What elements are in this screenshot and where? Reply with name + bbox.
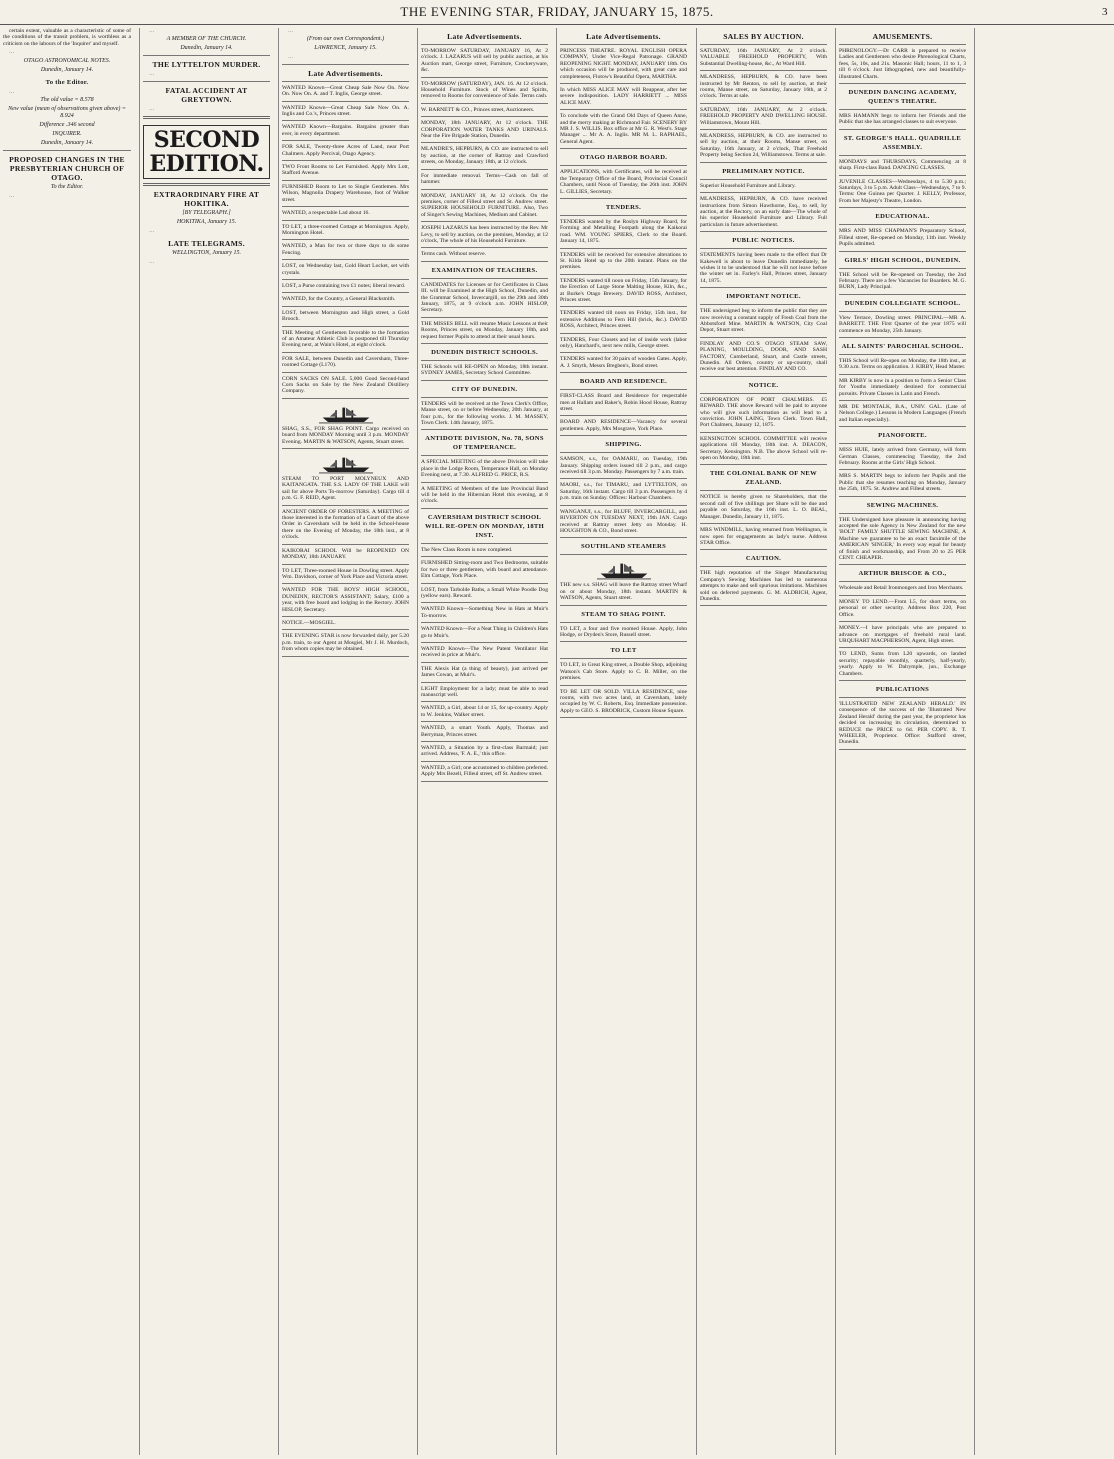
advertisement: MR DE MONTALK, B.A., UNIV. GAL. (Late of Nelson College.) Lessons in Modern Languages (French and Italian especially). [839,403,966,423]
advertisement: MRS AND MISS CHAPMAN'S Preparatory School, Filleul street, Re-opened on Monday, 11th inst. Weekly Pupils admitted. [839,228,966,248]
advertisement: TENDERS wanted till noon on Friday, 15th inst., for extensive Additions to Fern Hill (brick, &c.). DAVID ROSS, Architect, Princes street. [560,310,687,330]
section-heading: ARTHUR BRISCOE & CO., [858,570,947,578]
section-heading: PUBLIC NOTICES. [732,237,795,245]
advertisement: TO BE LET OR SOLD. VILLA RESIDENCE, nine rooms, with two acres land, at Caversham, lately occupied by W. C. Roberts, Esq. Immediate possession. Apply to GEO. S. BRODRICK, Custom House Square. [560,688,687,714]
advertisement: WANTED Known—Bargains. Bargains greater than ever, in every department. [282,124,409,137]
column-4 [417,28,551,1455]
advertisement: WANTED, a smart Youth. Apply, Thomas and Berryman, Princes street. [421,725,548,738]
advertisement: WANTED Known—For a Neat Thing in Children's Hats go to Muir's. [421,626,548,639]
section-heading: STEAM TO SHAG POINT. [581,610,666,618]
advertisement: View Terrace, Dowling street. PRINCIPAL—MR A. BARRETT. THE First Quarter of the year 1875 will commence on Monday, 25th January. [839,314,966,334]
advertisement: WANTED, a Girl; one accustomed to children preferred. Apply Mrs Bezell, Filleul street, off St. Andrew street. [421,764,548,778]
advertisement: LIGHT Employment for a lady; must be able to read manuscript well. [421,685,548,698]
advertisement: TENDERS will be received at the Town Clerk's Office, Manse street, on or before Wednesday, 20th January, at four p.m., for the following works. J. M. MASSEY, Town Clerk. 14th January, 1875. [421,400,548,427]
advertisement: THE Undersigned have pleasure in announcing having accepted the sole Agency in New Zealand for the new 'BOLT' FAMILY SHUTTLE SEWING MACHINE, A Machine we guarantee to be an exact facsimile of the AMERICAN 'SINGER,' In every way equal for beauty of finish and workmanship, and From 20 to 25 PER CENT. CHEAPER. [839,516,966,562]
advertisement: MLANDRESS, HEPBURN, & CO. are instructed to sell by auction, at their Rooms, Manse street, on Saturday, 16th January, at 2 o'clock, That Freehold Property being Section 24, Williamstown. Terms at sale. [700,133,827,159]
advertisement: WANTED, a respectable Lad about 16. [282,210,370,217]
section-heading: IMPORTANT NOTICE. [726,293,801,301]
advertisement: MRS HAMANN begs to inform her Friends and the Public that she has arranged classes to suit everyone. [839,113,966,126]
signoff: Dunedin, January 14. [180,45,233,52]
advertisement: WANTED, a Girl, about 14 or 15, for up-country. Apply to W. Jenkins, Walker street. [421,705,548,718]
advertisement: TO LET, in Great King street, a Double Shop, adjoining Watson's Cab Store. Apply to C. B. Miller, on the premises. [560,662,687,682]
signoff: Dunedin, January 14. [40,66,94,73]
advertisement: MLANDRESS, HEPBURN, & CO. have received instructions from Simon Hawthorne, Esq., to sell, by auction, at the Rectory, on an early date—The whole of his superior Household Furniture and Library. Full particulars in future advertisement. [700,196,827,228]
ship-engraving-icon [319,402,373,424]
section-heading: NOTICE. [748,381,779,389]
advertisement: Terms cash. Without reserve. [421,251,486,258]
section-heading: OTAGO HARBOR BOARD. [579,154,668,162]
advertisement: For immediate removal. Terms—Cash on fall of hammer. [421,172,548,186]
advertisement-list [560,48,687,718]
article-body-text: … [149,28,155,34]
advertisement: MLANDRESS, HEPBURN, & CO. have been instructed by Mr Renton, to sell by auction, at their rooms, Manse street, on Saturday, January 16th, at 2 o'clock. Terms at sale. [700,74,827,100]
advertisement-list [700,48,827,606]
signoff: A MEMBER OF THE CHURCH. [166,36,247,43]
advertisement: WANTED Known—Great Cheap Sale Now On. A. Inglis and Co.'s, Princes street. [282,104,409,118]
advertisement: TENDERS, Four Closets and lot of inside work (labor only), Hanchard's, next new mills, George street. [560,336,687,349]
dateline: WELLINGTON, January 15. [172,249,241,256]
advertisement: LOST, from Tarbolde Baths, a Small White Poodle Dog (yellow ears). Reward. [421,586,548,599]
advertisement: THE MISSES BELL will resume Music Lessons at their Rooms, Princes street, on Monday, January 18th, and request former Pupils to attend at their usual hours. [421,320,548,340]
section-heading: Late Advertisements. [586,32,661,41]
advertisement: THE Meeting of Gentlemen favorable to the formation of an Amateur Athletic Club is postponed till Thursday Evening next, at Wain's Hotel, at eight o'clock. [282,329,409,349]
section-heading: SEWING MACHINES. [866,501,939,509]
section-heading: EXTRAORDINARY FIRE AT HOKITIKA. [153,190,260,209]
ship-engraving-icon [319,452,373,474]
advertisement: TENDERS wanted by the Roslyn Highway Board, for Forming and Metalling Footpath along the Kaikorai road. WM. YOUNG SPIERS, Clerk to the Board. January 14, 1875. [560,218,687,245]
advertisement: 'ILLUSTRATED NEW ZEALAND HERALD.' IN consequence of the success of the 'Illustrated New Zealand Herald' during the past year, the proprietor has decided on increasing its circulation, determined to REDUCE the PRICE to 6d. PER COPY. R. T. WHEELER, Proprietor. Office: Stafford street, Dunedin. [839,700,966,746]
section-heading: GIRLS' HIGH SCHOOL, DUNEDIN. [844,256,961,264]
section-subheading: (From our own Correspondent.) [306,36,385,43]
advertisement: PRINCESS THEATRE. ROYAL ENGLISH OPERA COMPANY, Under Vice-Regal Patronage. GRAND REOPENING NIGHT. MONDAY, JANUARY 18th. On which occasion will be produced, with great care and completeness, Flotow's Beautiful Opera, MARTHA. [560,48,687,80]
column-1 [0,28,134,1455]
advertisement: A SPECIAL MEETING of the above Division will take place in the Lodge Room, Temperance Hall, on Monday Evening next, at 7.30. ALFRED G. PRICE, R.S. [421,459,548,479]
section-heading: PUBLICATIONS [875,685,930,693]
section-heading: PIANOFORTE. [878,432,927,440]
advertisement: MONDAY, 18th JANUARY, At 12 o'clock. THE CORPORATION WATER TANKS AND URINALS. Near the Fire Brigade Station, Dunedin. [421,120,548,140]
article-body-text: … [149,258,155,265]
advertisement: MRS S. MARTIN begs to inform her Pupils and the Public that she resumes teaching on Monday, January the 25th, 1875. St. Andrew and Filleul streets. [839,473,966,493]
section-heading: CAVERSHAM DISTRICT SCHOOL WILL RE-OPEN ON MONDAY, 18TH INST. [424,513,545,539]
advertisement: NOTICE.—MOSGIEL. [282,619,336,626]
advertisement: WANTED, a Situation by a first-class Barmaid; just arrived. Address, 'F. A. E.,' this office. [421,745,548,758]
section-heading: SALES BY AUCTION. [723,32,804,41]
advertisement: THE Schools will RE-OPEN on Monday, 18th instant. SYDNEY JAMES, Secretary School Committee. [421,364,548,377]
column-5 [556,28,690,1455]
advertisement: MR KIRBY is now in a position to form a Senior Class for Youths immediately destined for commercial pursuits. Private Classes in Latin and French. [839,377,966,397]
advertisement: A MEETING of Members of the late Provincial Band will be held in the Hibernian Hotel this evening, at 8 o'clock. [421,485,548,505]
advertisement: To conclude with the Grand Old Days of Queen Anne, and the merry making at Richmond Fair. SCENERY BY MR J. S. WILLIS. Box office at Mr G. R. West's. Stage Manager ... Mr A. A. Inglis. MR M. L. RAPHAEL, General Agent. [560,113,687,145]
section-heading: DUNEDIN DISTRICT SCHOOLS. [431,349,538,356]
advertisement: TO-MORROW (SATURDAY), JAN. 16. At 12 o'clock. Household Furniture. Stock of Wines and Spirits, removed to Rooms for convenience of Sale. Terms cash. [421,80,548,100]
section-heading: DUNEDIN COLLEGIATE SCHOOL. [844,299,961,307]
advertisement: W. BARNETT & CO., Princes street, Auctioneers. [421,106,535,113]
second-edition-banner: SECOND EDITION. [143,125,270,179]
section-heading: Late Advertisements. [447,32,522,41]
advertisement: THIS School will Re-open on Monday, the 18th inst., at 9.30 a.m. Terms on application. J. KIRBY, Head Master. [839,357,966,371]
advertisement: TENDERS will be received for extensive alterations to St. Kilda Hotel up to the 20th instant. Plans on the premises. [560,251,687,271]
advertisement: WANGANUI, s.s., for BLUFF, INVERCARGILL, and RIVERTON ON TUESDAY NEXT, 19th JAN. Cargo received at Rattray street Jetty on Monday. H. HOUGHTON & CO., Bond street. [560,508,687,534]
section-heading: CAUTION. [745,555,782,563]
advertisement: LOST, on Wednesday last, Gold Heart Locket, set with crystals. [282,263,409,276]
advertisement: APPLICATIONS, with Certificates, will be received at the Temporary Office of the Board, Provincial Council Chambers, until Noon of Tuesday, the 26th inst. JOHN L. GILLIES, Secretary. [560,169,687,195]
section-heading: PRELIMINARY NOTICE. [722,167,805,175]
ship-engraving-icon [597,558,651,580]
advertisement: TENDERS wanted for 30 pairs of wooden Gates. Apply, A. J. Smyth, Messrs Bregben's, Bond street. [560,356,687,369]
advertisement: FURNISHED Room to Let to Single Gentlemen. Mrs Wilson, Magnolia Drapery Warehouse, foot of Walker street. [282,183,409,203]
letter-body-text: … [9,88,15,95]
advertisement: LOST, a Purse containing two £1 notes; liberal reward. [282,282,406,289]
advertisement: Superior Household Furniture and Library. [700,182,796,189]
advertisement: WANTED, a Man for two or three days to do some Fencing. [282,243,409,256]
article-body-text: … [149,105,155,112]
section-heading: Late Advertisements. [308,68,383,78]
figure-line: The old value = 8.578 [40,97,94,104]
column-2 [139,28,273,1455]
advertisement: WANTED Known—Something New in Hats at Muir's To-morrow. [421,606,548,619]
column-7 [835,28,969,1455]
masthead-title: THE EVENING STAR, FRIDAY, JANUARY 15, 1875. [400,4,714,19]
section-heading: FATAL ACCIDENT AT GREYTOWN. [165,85,248,104]
advertisement: FINDLAY AND CO.'S OTAGO STEAM SAW, PLANING, MOULDING, DOOR, AND SASH FACTORY, Cumberland, Stuart, and Castle streets, Dunedin. All Orders, country or up-country, shall receive our best attention. FINDLAY AND CO. [700,340,827,373]
section-subheading: To the Editor. [50,184,84,191]
advertisement: MRS WINDMILL, having returned from Wellington, is now open for engagements as lady's nurse. Address STAR Office. [700,527,827,546]
dateline: LAWRENCE, January 15. [314,45,377,52]
section-heading: ANTIDOTE DIVISION, No. 78, SONS OF TEMPERANCE. [425,435,544,452]
section-heading: DUNEDIN DANCING ACADEMY, QUEEN'S THEATRE. [848,89,957,106]
advertisement: JOSEPH LAZARUS has been instructed by the Rev. Mr Levy, to sell by auction, on the premises, Monday, at 12 o'clock, The whole of his Household Furniture. [421,225,548,244]
advertisement: TO LET, Three-roomed House in Dowling street. Apply Wm. Davidson, corner of York Place and Victoria street. [282,567,409,580]
advertisement: SAMSON, s.s., for OAMARU, on Tuesday, 19th January. Shipping orders issued till 2 p.m., and cargo received till 3 p.m. Monday. Passengers by 7 a.m. train. [560,456,687,476]
advertisement: WANTED Known—Great Cheap Sale Now On. Now On. Now On. A. and T. Inglis, George street. [282,84,409,98]
section-heading: SHIPPING. [605,441,642,449]
signoff: OTAGO ASTRONOMICAL NOTES. [23,57,111,64]
advertisement: The New Class Room is now completed. [421,546,513,553]
advertisement: THE Alexis Hat (a thing of beauty), just arrived per James Cowan, at Muir's. [421,665,548,679]
advertisement: FURNISHED Sitting-room and Two Bedrooms, suitable for two or three gentlemen, with board and attendance. Elm Cottage, York Place. [421,560,548,580]
section-heading: EDUCATIONAL. [875,213,930,221]
page-number: 3 [1102,6,1108,18]
article-intro: certain extent, valuable as a characteristic of some of the conditions of the transit problem, is worthless as a criticism on the labours of the 'Inquirer' and myself. [3,28,131,47]
advertisement: MONDAY, JANUARY 18, At 12 o'clock. On the premises, corner of Filleul street and St. Andrew street. SUPERIOR HOUSEHOLD FURNITURE. Also, Two of Singer's Sewing Machines, Medium and Cabinet. [421,192,548,218]
advertisement-list [282,85,409,657]
advertisement: In which MISS ALICE MAY will Reappear, after her severe indisposition. LADY HARRIETT ... MISS ALICE MAY. [560,87,687,106]
column-8 [974,28,1114,1455]
advertisement: JUVENILE CLASSES—Wednesdays, 4 to 5.30 p.m.; Saturdays, 3 to 5 p.m. Adult Class—Wednesdays, 7 to 9. Terms: One Guinea per Quarter. J. KELLY, Professor, From her Majesty's Theatre, London. [839,178,966,204]
advertisement: CORPORATION OF PORT CHALMERS. £5 REWARD. THE above Reward will be paid to anyone who will give such information as will lead to a conviction. JOHN LAING, Town Clerk. Town Hall, Port Chalmers, January 12, 1875. [700,396,827,429]
advertisement: WANTED FOR THE BOYS' HIGH SCHOOL, DUNEDIN, RECTOR'S ASSISTANT; Salary, £100 a year, with free board and lodging in the Rectory. JOHN HISLOP, Secretary. [282,587,409,613]
figure-line: Difference .346 second [39,122,95,129]
section-heading: To the Editor. [45,78,89,86]
advertisement: CANDIDATES for Licenses or for Certificates in Class III. will be Examined at the High School, Dunedin, and the Grammar School, Invercargill, on the 29th and 30th January, 1875, at 9 o'clock a.m. JOHN HISLOP, Secretary. [421,281,548,314]
advertisement: STATEMENTS having been made to the effect that Dr Kakewell is about to leave Dunedin immediately, he wishes it to be understood that he will not leave before the winter set in. Farley's Hall, Princes street, January 14, 1875. [700,252,827,284]
advertisement: FIRST-CLASS Board and Residence for respectable men at Hallam and Baker's, Robin Hood House, Rattray street. [560,393,687,413]
advertisement: MAORI, s.s., for TIMARU, and LYTTELTON, on Saturday, 16th instant. Cargo till 3 p.m. Passengers by 4 p.m. train on Sunday. Offices: Harbour Chambers. [560,482,687,502]
advertisement: KENSINGTON SCHOOL COMMITTEE will receive applications till Monday, 18th inst. A. DEACON, Secretary, Kensington. N.B. The above School will re-open on Monday, 18th inst. [700,435,827,462]
advertisement: SHAG, S.S., FOR SHAG POINT. Cargo received on board from MONDAY Morning until 3 p.m. MONDAY Evening. MARTIN & WATSON, Agents, Stuart street. [282,425,409,445]
advertisement: FOR SALE, Twenty-three Acres of Land, near Port Chalmers. Apply Percival, Otago Agency. [282,144,409,157]
letter-body-text: … [9,193,15,200]
article-body-text: … [9,49,15,56]
section-heading: BOARD AND RESIDENCE. [579,378,668,386]
section-heading: LATE TELEGRAMS. [168,238,245,248]
advertisement: WANTED, for the Country, a General Blacksmith. [282,296,396,303]
article-body-text: … [149,228,155,235]
advertisement: THE high reputation of the Singer Manufacturing Company's Sewing Machines has led to numerous attempts to make and sell spurious imitations. Machines sold on deferred payments. G. M. ALDRICH, Agent, Dunedin. [700,570,827,602]
section-heading: AMUSEMENTS. [872,32,933,41]
section-heading: PROPOSED CHANGES IN THE PRESBYTERIAN CHURCH OF OTAGO. [9,155,125,183]
advertisement: Wholesale and Retail Ironmongers and Iron Merchants. [839,585,964,592]
column-3 [278,28,412,1455]
signoff: Dunedin, January 14. [40,140,94,147]
section-heading: TENDERS. [605,203,642,211]
section-heading: CITY OF DUNEDIN. [451,385,518,393]
advertisement: SATURDAY, 16th JANUARY, At 2 o'clock. VALUABLE FREEHOLD PROPERTY, With Substantial Dwelling-house, &c., At Ward Hill. [700,48,827,67]
dateline: HOKITIKA, January 15. [176,219,237,226]
advertisement: TENDERS wanted till noon on Friday, 15th January, for the Erection of Large Stone Malting House, Kiln, &c., at Burke's Otago Brewery. DAVID ROSS, Architect, Princes street. [560,277,687,303]
advertisement: TO LEND, Sums from L20 upwards, on landed security; repayable monthly, quarterly, half-yearly, yearly. Apply to W. Dalrymple, jun., Exchange Chambers. [839,651,966,677]
advertisement: NOTICE is hereby given to Shareholders, that the second call of five shillings per Share will be due and payable on Saturday, the 16th inst. L. O. BEAL, Manager. Dunedin, January 11, 1875. [700,494,827,520]
advertisement: TO LET, a three-roomed Cottage at Mornington. Apply, Mornington Hotel. [282,223,409,236]
section-heading: ST. GEORGE'S HALL. QUADRILLE ASSEMBLY. [843,134,962,151]
section-heading: THE COLONIAL BANK OF NEW ZEALAND. [710,470,817,487]
advertisement: PHRENOLOGY.—Dr CARR is prepared to receive Ladies and Gentlemen who desire Phrenological Charts, fees, 5s, 10s, and 21s. Masonic Hall; hours, 11 to 1, 3 till 6 o'clock. Just lithographed, new and beautifully-illustrated Charts. [839,48,966,80]
masthead [0,0,1114,25]
advertisement: MONEY.—I have principals who are prepared to advance on mortgages of freehold rural land. URQUHART MACPHERSON, Agent, High street. [839,625,966,644]
dateline: [BY TELEGRAPH.] [182,210,231,217]
article-body-text: … [288,54,294,61]
advertisement: MLANDRE'S, HEPBURN, & CO. are instructed to sell by auction, at the corner of Rattray and Crawford streets, on Monday, January 18th, at 12 o'clock. [421,146,548,166]
section-heading: THE LYTTELTON MURDER. [152,60,261,70]
advertisement: TO-MORROW SATURDAY, JANUARY 16, At 2 o'clock. J. LAZARUS will sell by public auction, at his Auction mart, George street, Furniture, Crockeryware, &c. [421,48,548,74]
column-6 [696,28,830,1455]
signoff: INQUIRER. [52,131,82,138]
advertisement: SATURDAY, 16th JANUARY, At 2 o'clock. FREEHOLD PROPERTY AND DWELLING HOUSE. Williamstown, Mount Hill. [700,106,827,126]
section-heading: ALL SAINTS' PAROCHIAL SCHOOL. [841,342,964,350]
advertisement: BOARD AND RESIDENCE—Vacancy for several gentlemen. Apply, Mrs Mosgrave, York Place. [560,419,687,432]
article-body-text: … [288,28,294,34]
advertisement: THE School will be Re-opened on Tuesday, the 2nd February. There are a few Vacancies for Boarders. M. G. BURN, Lady Principal. [839,271,966,291]
section-heading: SOUTHLAND STEAMERS [580,543,667,551]
advertisement: STEAM TO PORT MOLYNEUX AND KAITANGATA. THE S.S. LADY OF THE LAKE will sail for above Ports To-morrow (Saturday). Cargo till 4 p.m. G. F. REID, Agent. [282,476,409,502]
advertisement: TWO Front Rooms to Let Furnished. Apply Mrs Lott, Stafford Avenue. [282,164,409,177]
advertisement: MISS HUIE, lately arrived from Germany, will form German Classes, commencing Tuesday, the 2nd February. Rooms at the Girls' High School. [839,447,966,466]
section-heading: EXAMINATION OF TEACHERS. [431,266,538,274]
advertisement: THE new s.s. SHAG will leave the Rattray street Wharf on or about Monday, 18th instant. MARTIN & WATSON, Agents, Stuart street. [560,582,687,602]
advertisement: THE EVENING STAR is now forwarded daily, per 5.20 p.m. train, to our Agent at Mosgiel, Mr J. H. Murdoch, from whom copies may be obtained. [282,633,409,653]
advertisement: ANCIENT ORDER OF FORESTERS. A MEETING of those interested in the formation of a Court of the above Order in Caversham will be held in the School-house there on the Evening of Monday, the 18th inst., at 8 o'clock. [282,508,409,541]
advertisement: CORN SACKS ON SALE. 5,000 Good Second-hand Corn Sacks on Sale by the New Zealand Distillery Company. [282,375,409,395]
advertisement-list [421,48,548,782]
advertisement: FOR SALE, between Dunedin and Caversham, Three-roomed Cottage (L170). [282,355,409,369]
article-body-text: … [149,71,155,78]
advertisement: KAIKORAI SCHOOL Will be REOPENED ON MONDAY, 18th JANUARY. [282,547,409,561]
section-heading: TO LET [610,647,637,655]
advertisement: WANTED Known—The New Patent Ventilator Hat received in price at Muir's. [421,645,548,659]
advertisement: LOST, between Mornington and High street, a Gold Brooch. [282,309,409,323]
advertisement: THE undersigned beg to inform the public that they are now receiving a constant supply of Fresh Coal from the Abbotsford Mine. MARTIN & WATSON, City Coal Depot, Stuart street. [700,308,827,334]
advertisement-list [839,48,966,750]
advertisement: MONEY TO LEND.—From L5, for short terms, on personal or other security. Address Box 220, Post Office. [839,598,966,618]
advertisement: TO LET, a four and five roomed House. Apply, John Hodge, or Dryden's Store, Russell street. [560,625,687,638]
figure-line: New value (mean of observations given above) = 8.924 [8,106,126,120]
advertisement: MONDAYS and THURSDAYS, Commencing at 8 sharp. First-class Band. DANCING CLASSES. [839,158,966,172]
